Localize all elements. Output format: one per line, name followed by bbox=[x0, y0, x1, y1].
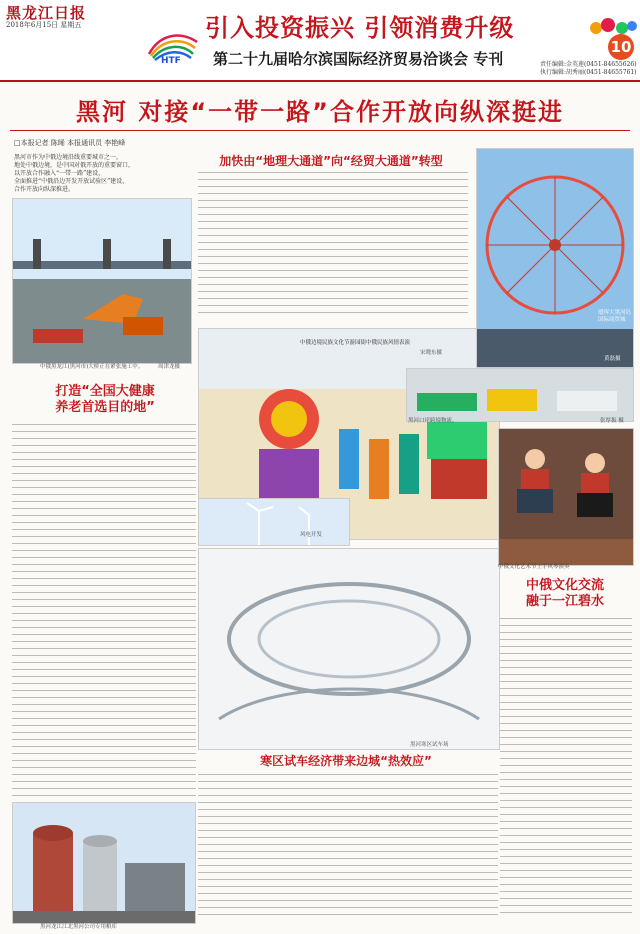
wind-caption: 风电开发 bbox=[300, 532, 323, 538]
health-section-title bbox=[30, 384, 180, 416]
editor-line: 责任编辑:金英莲(0451-84655626) bbox=[540, 61, 637, 68]
culture-title-line: 中俄文化交流 bbox=[525, 578, 604, 593]
main-headline: 黑河 对接“一带一路”合作开放向纵深挺进 bbox=[76, 98, 564, 126]
track-caption: 黑河寒区试车场 bbox=[410, 742, 449, 748]
htf-logo-icon bbox=[143, 28, 201, 64]
intro-paragraph bbox=[14, 154, 190, 194]
trade-section-body bbox=[198, 172, 468, 322]
port-photo bbox=[406, 368, 634, 422]
trade-section-title: 加快由“地理大通道”向“经贸大通道”转型 bbox=[219, 154, 443, 168]
bridge-construction-photo bbox=[12, 198, 192, 364]
headline-rule bbox=[10, 130, 630, 131]
culture-section-title bbox=[498, 578, 632, 610]
intro-line: 以开放合作融入“一带一路”建设， bbox=[14, 170, 105, 177]
masthead-rule bbox=[0, 80, 640, 82]
health-title-line: 打造“全国大健康 bbox=[55, 384, 155, 399]
byline: □本报记者 陈晞 本报通讯员 李艳峰 bbox=[14, 139, 126, 147]
paper-name: 黑龙江日报 bbox=[6, 4, 87, 22]
ferris-caption: 瑷珲大黑河岛国际商贸城 bbox=[598, 310, 632, 323]
slogan: 引入投资振兴 引领消费升级 bbox=[205, 14, 515, 42]
intro-line: 黑河市作为中俄边境沿线重要城市之一， bbox=[14, 154, 123, 161]
culture-title-line: 融于一江碧水 bbox=[525, 594, 604, 609]
health-title-line: 养老首选目的地” bbox=[55, 400, 155, 415]
intro-line: 全面推进“中俄沿边开发开放试验区”建设， bbox=[14, 178, 129, 185]
grain-silo-photo bbox=[12, 802, 196, 924]
ferris-wheel-photo bbox=[476, 148, 634, 368]
port-credit: 张厚振 摄 bbox=[600, 418, 624, 424]
winter-test-section-title: 寒区试车经济带来边城“热效应” bbox=[260, 754, 432, 768]
logo-text: HTF bbox=[161, 56, 181, 64]
bridge-caption: 中俄黑龙江(黑河市)大桥正在紧张施工中。 bbox=[40, 364, 144, 370]
music-caption: 中俄文化艺术节上手风琴演奏 bbox=[498, 564, 570, 570]
intro-line: 地处中俄边境，是中国对俄开放的重要窗口， bbox=[14, 162, 135, 169]
wind-power-photo bbox=[198, 498, 350, 546]
parade-credit: 宋晓东摄 bbox=[420, 350, 443, 356]
intro-line: 合作开放向纵深推进。 bbox=[14, 186, 75, 193]
culture-section-body bbox=[500, 618, 632, 924]
parade-caption: 中俄边境民族文化节游园街中俄民族风情表演 bbox=[300, 340, 411, 346]
silo-caption: 黑河龙江江北黑河公司专用粮库 bbox=[40, 924, 118, 930]
editor-line: 执行编辑:胡秀丽(0451-84655761) bbox=[540, 69, 637, 76]
test-track-photo bbox=[198, 548, 500, 750]
winter-test-section-body bbox=[198, 774, 498, 924]
accordion-performance-photo bbox=[498, 428, 634, 566]
editor-info bbox=[540, 61, 638, 77]
date-line: 2018年6月15日 星期五 bbox=[6, 21, 82, 29]
port-caption: 黑河口岸跨境物流。 bbox=[408, 418, 458, 424]
special-edition-subtitle: 第二十九届哈尔滨国际经济贸易洽谈会 专刊 bbox=[213, 50, 504, 68]
bridge-credit: 周津龙摄 bbox=[158, 364, 181, 370]
page-number-badge: 10 bbox=[608, 34, 634, 60]
ferris-credit: 黄磊摄 bbox=[604, 356, 621, 362]
health-section-body bbox=[12, 424, 196, 814]
